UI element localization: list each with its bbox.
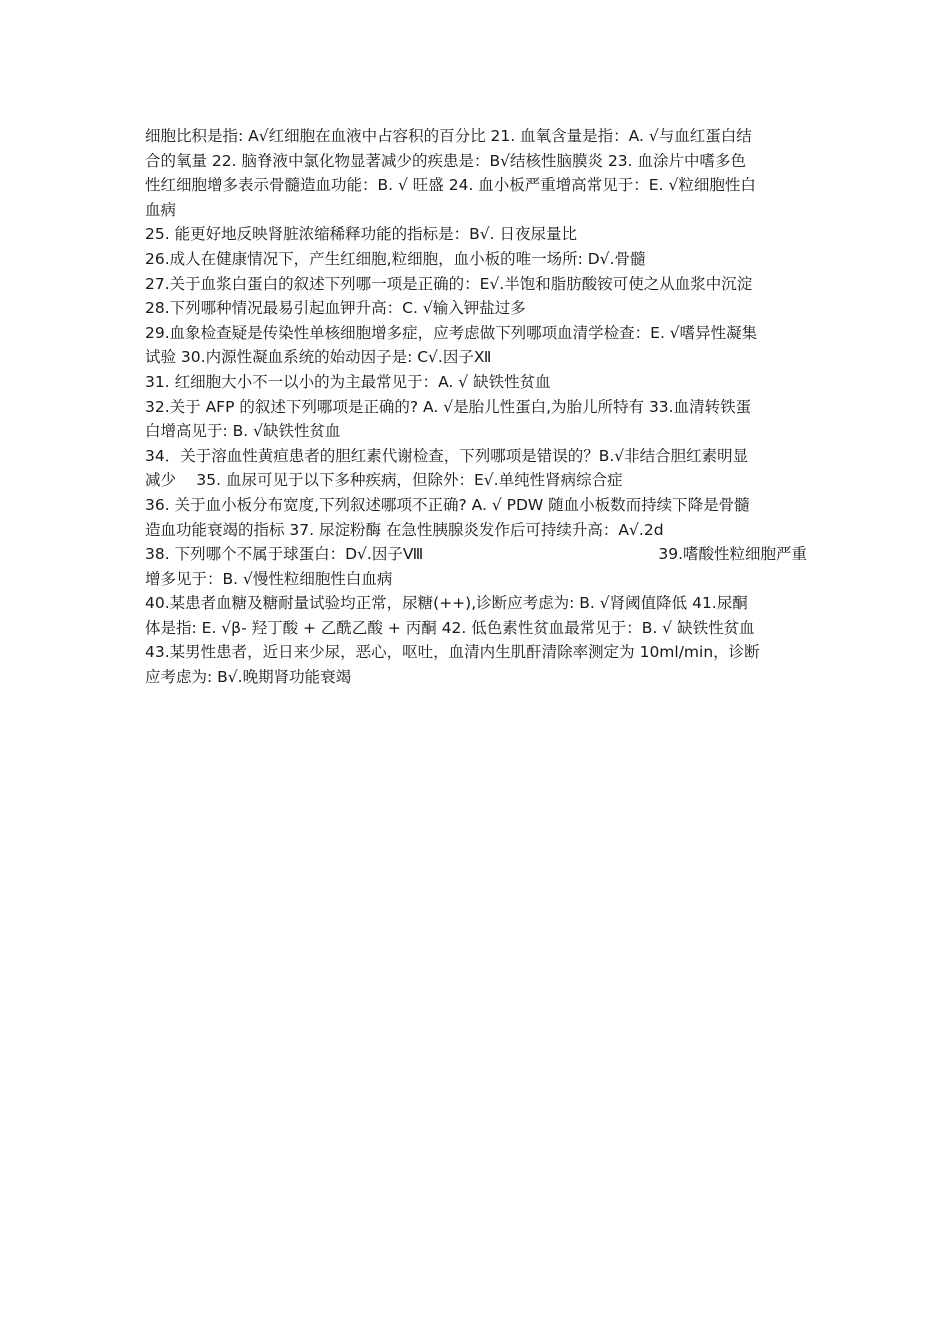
text-line-split — [145, 542, 807, 567]
text-line: 26.成人在健康情况下，产生红细胞,粒细胞，血小板的唯一场所: D√.骨髓 — [145, 249, 646, 268]
text-line: 细胞比积是指: A√红细胞在血液中占容积的百分比 21. 血氧含量是指：A. √与血红蛋白结 — [145, 127, 752, 145]
document-body — [145, 124, 807, 690]
question-39-start-text: 39.嗜酸性粒细胞严重 — [658, 545, 807, 564]
text-line: 28.下列哪种情况最易引起血钾升高：C. √输入钾盐过多 — [145, 299, 526, 318]
text-line: 25. 能更好地反映肾脏浓缩稀释功能的指标是：B√. 日夜尿量比 — [145, 225, 577, 244]
text-line: 增多见于：B. √慢性粒细胞性白血病 — [145, 569, 393, 588]
text-line: 29.血象检查疑是传染性单核细胞增多症，应考虑做下列哪项血清学检查：E. √嗜异性凝集 — [145, 323, 758, 342]
text-line: 合的氧量 22. 脑脊液中氯化物显著减少的疾患是：B√结核性脑膜炎 23. 血涂片中嗜多色 — [145, 151, 747, 170]
text-line: 32.关于 AFP 的叙述下列哪项是正确的? A. √是胎儿性蛋白,为胎儿所特有 33.血清转铁蛋 — [145, 397, 752, 416]
text-line: 应考虑为: B√.晚期肾功能衰竭 — [145, 668, 352, 687]
text-line: 27.关于血浆白蛋白的叙述下列哪一项是正确的：E√.半饱和脂肪酸铵可使之从血浆中沉淀 — [145, 274, 753, 293]
text-line: 血病 — [145, 200, 177, 219]
text-line: 试验 30.内源性凝血系统的始动因子是: C√.因子Ⅻ — [145, 348, 492, 367]
text-line: 40.某患者血糖及糖耐量试验均正常，尿糖(++),诊断应考虑为: B. √肾阈值降低 41.尿酮 — [145, 594, 748, 613]
text-line: 性红细胞增多表示骨髓造血功能：B. √ 旺盛 24. 血小板严重增高常见于：E. √粒细胞性白 — [145, 176, 756, 195]
question-38-text: 38. 下列哪个不属于球蛋白：D√.因子Ⅷ — [145, 545, 424, 564]
text-line: 白增高见于: B. √缺铁性贫血 — [145, 422, 341, 441]
text-line: 体是指: E. √β- 羟丁酸 + 乙酰乙酸 + 丙酮 42. 低色素性贫血最常见于：B. √ 缺铁性贫血 — [145, 618, 755, 637]
text-line: 31. 红细胞大小不一以小的为主最常见于：A. √ 缺铁性贫血 — [145, 372, 551, 391]
text-line: 36. 关于血小板分布宽度,下列叙述哪项不正确? A. √ PDW 随血小板数而持续下降是骨髓 — [145, 495, 750, 514]
text-line: 造血功能衰竭的指标 37. 尿淀粉酶 在急性胰腺炎发作后可持续升高：A√.2d — [145, 520, 664, 539]
text-line: 减少 35. 血尿可见于以下多种疾病，但除外：E√.单纯性肾病综合症 — [145, 471, 623, 490]
text-line: 43.某男性患者，近日来少尿，恶心，呕吐，血清内生肌酐清除率测定为 10ml/min，诊断 — [145, 643, 760, 662]
text-line: 34．关于溶血性黄疸患者的胆红素代谢检查，下列哪项是错误的？B.√非结合胆红素明显 — [145, 446, 749, 465]
